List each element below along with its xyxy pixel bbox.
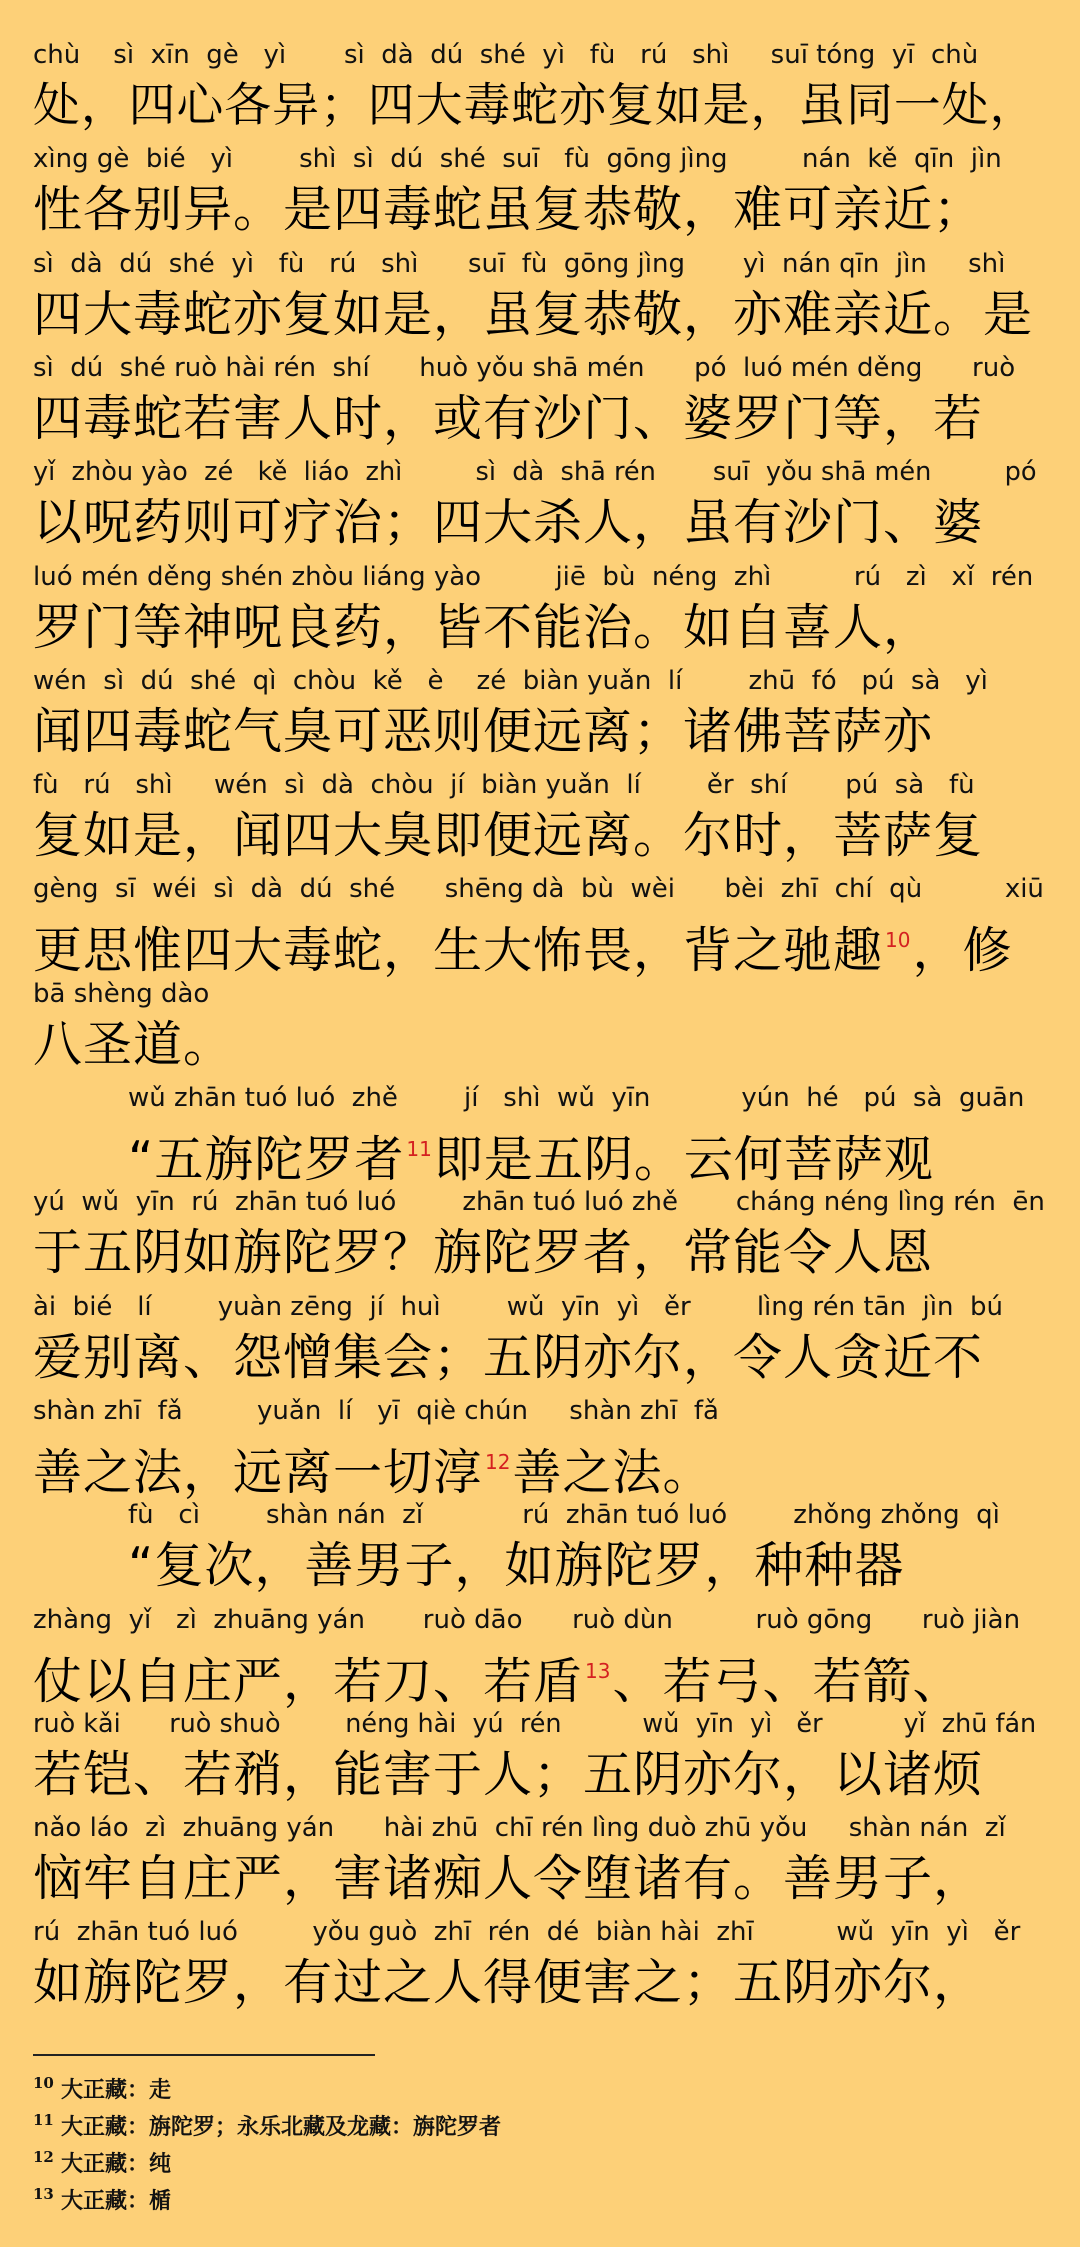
text-line: [33, 1707, 1047, 1811]
hanzi-text: [33, 910, 1047, 981]
pinyin-annotation: nǎo láo zì zhuāng yán hài zhū chī rén lìng duò zhū yǒu shàn nán zǐ: [33, 1813, 1006, 1843]
footnote-number: 11: [33, 2111, 54, 2129]
hanzi-segment: 如旃陀罗，有过之人得便害之；五阴亦尔，: [33, 1954, 984, 2011]
hanzi-segment: 处，四心各异；四大毒蛇亦复如是，虽同一处，: [33, 79, 1038, 133]
hanzi-text: [33, 1641, 1047, 1712]
hanzi-segment: 善之法。: [512, 1444, 713, 1501]
hanzi-segment: 、若弓、若箭、: [612, 1653, 963, 1710]
hanzi-text: [33, 493, 1047, 553]
hanzi-segment: 若铠、若矟，能害于人；五阴亦尔，以诸烦: [33, 1746, 984, 1803]
footnote-text: 大正藏：楯: [61, 2188, 172, 2214]
hanzi-segment: 于五阴如旃陀罗？旃陀罗者，常能令人恩: [33, 1224, 934, 1281]
hanzi-segment: 即是五阴。云何菩萨观: [433, 1131, 934, 1188]
text-line: [33, 1081, 1047, 1188]
pinyin-annotation: yǐ zhòu yào zé kě liáo zhì sì dà shā rén suī yǒu shā mén pó: [33, 457, 1037, 487]
hanzi-segment: 八圣道。: [33, 1016, 234, 1073]
text-line: [33, 142, 1047, 246]
footnote-item: [33, 2103, 502, 2140]
footnote-number: 13: [33, 2185, 54, 2203]
hanzi-segment: 以呪药则可疗治；四大杀人，虽有沙门、婆: [33, 494, 984, 551]
pinyin-annotation: wén sì dú shé qì chòu kě è zé biàn yuǎn lí zhū fó pú sà yì: [33, 666, 988, 696]
pinyin-annotation: chù sì xīn gè yì sì dà dú shé yì fù rú shì suī tóng yī chù: [33, 40, 979, 70]
hanzi-text: [33, 1849, 1047, 1909]
text-line: [33, 1290, 1047, 1394]
pinyin-annotation: ài bié lí yuàn zēng jí huì wǔ yīn yì ěr lìng rén tān jìn bú: [33, 1292, 1003, 1322]
hanzi-text: [128, 1536, 1047, 1596]
footnote-reference[interactable]: 13: [585, 1659, 611, 1683]
footnote-text: 大正藏：纯: [61, 2151, 172, 2177]
hanzi-text: [33, 285, 1047, 345]
hanzi-segment: “复次，善男子，如旃陀罗，种种器: [128, 1537, 905, 1594]
pinyin-annotation: luó mén děng shén zhòu liáng yào jiē bù néng zhì rú zì xǐ rén: [33, 562, 1034, 592]
hanzi-text: [33, 1745, 1047, 1805]
pinyin-annotation: xìng gè bié yì shì sì dú shé suī fù gōng jìng nán kě qīn jìn: [33, 144, 1002, 174]
hanzi-text: [33, 1223, 1047, 1283]
footnote-reference[interactable]: 11: [406, 1137, 432, 1161]
hanzi-segment: 闻四毒蛇气臭可恶则便远离；诸佛菩萨亦: [33, 703, 934, 760]
hanzi-text: [33, 180, 1047, 240]
pinyin-annotation: rú zhān tuó luó yǒu guò zhī rén dé biàn hài zhī wǔ yīn yì ěr: [33, 1917, 1021, 1947]
footnote-item: [33, 2140, 172, 2177]
hanzi-segment: 四大毒蛇亦复如是，虽复恭敬，亦难亲近。是: [33, 286, 1034, 343]
footnote-reference[interactable]: 10: [885, 928, 911, 952]
pinyin-annotation: fù cì shàn nán zǐ rú zhān tuó luó zhǒng zhǒng qì: [128, 1500, 1000, 1530]
hanzi-segment: 爱别离、怨憎集会；五阴亦尔，令人贪近不: [33, 1329, 984, 1386]
hanzi-segment: 性各别异。是四毒蛇虽复恭敬，难可亲近；: [33, 181, 984, 238]
hanzi-text: [33, 806, 1047, 866]
text-line: [33, 1185, 1047, 1289]
text-line: [33, 1498, 1047, 1602]
pinyin-annotation: yú wǔ yīn rú zhān tuó luó zhān tuó luó zhě cháng néng lìng rén ēn: [33, 1187, 1045, 1217]
pinyin-annotation: wǔ zhān tuó luó zhě jí shì wǔ yīn yún hé pú sà guān: [128, 1083, 1025, 1113]
text-line: [33, 1394, 1047, 1501]
pinyin-annotation: bā shèng dào: [33, 979, 210, 1009]
text-line: [33, 872, 1047, 979]
hanzi-text: [33, 598, 1047, 658]
footnote-number: 12: [33, 2148, 54, 2166]
footnote-text: 大正藏：走: [61, 2077, 172, 2103]
hanzi-text: [33, 1015, 1047, 1075]
hanzi-segment: 恼牢自庄严，害诸痴人令堕诸有。善男子，: [33, 1850, 984, 1907]
pinyin-annotation: gèng sī wéi sì dà dú shé shēng dà bù wèi bèi zhī chí qù xiū: [33, 874, 1044, 904]
pinyin-annotation: shàn zhī fǎ yuǎn lí yī qiè chún shàn zhī fǎ: [33, 1396, 719, 1426]
hanzi-text: [33, 76, 1047, 136]
hanzi-segment: 罗门等神呪良药，皆不能治。如自喜人，: [33, 599, 934, 656]
footnote-text: 大正藏：旃陀罗；永乐北藏及龙藏：旃陀罗者: [61, 2114, 502, 2140]
hanzi-text: [33, 702, 1047, 762]
hanzi-segment: 仗以自庄严，若刀、若盾: [33, 1653, 584, 1710]
hanzi-segment: 四毒蛇若害人时，或有沙门、婆罗门等，若: [33, 390, 984, 447]
pinyin-annotation: ruò kǎi ruò shuò néng hài yú rén wǔ yīn yì ěr yǐ zhū fán: [33, 1709, 1037, 1739]
text-line: [33, 664, 1047, 768]
text-line: [33, 1603, 1047, 1710]
pinyin-annotation: sì dà dú shé yì fù rú shì suī fù gōng jìng yì nán qīn jìn shì: [33, 249, 1006, 279]
footnote-reference[interactable]: 12: [485, 1450, 511, 1474]
hanzi-segment: 更思惟四大毒蛇，生大怖畏，背之驰趣: [33, 922, 884, 979]
pinyin-annotation: sì dú shé ruò hài rén shí huò yǒu shā mén pó luó mén děng ruò: [33, 353, 1016, 383]
pinyin-annotation: zhàng yǐ zì zhuāng yán ruò dāo ruò dùn ruò gōng ruò jiàn: [33, 1605, 1021, 1635]
hanzi-segment: 复如是，闻四大臭即便远离。尔时，菩萨复: [33, 807, 984, 864]
hanzi-segment: “五旃陀罗者: [128, 1131, 405, 1188]
pinyin-annotation: fù rú shì wén sì dà chòu jí biàn yuǎn lí ěr shí pú sà fù: [33, 770, 975, 800]
hanzi-text: [33, 1328, 1047, 1388]
footnote-item: [33, 2066, 172, 2103]
text-line: [33, 1915, 1047, 2019]
text-line: [33, 768, 1047, 872]
footnote-divider: [33, 2054, 375, 2056]
hanzi-text: [33, 389, 1047, 449]
hanzi-text: [33, 1953, 1047, 2013]
hanzi-text: [33, 1432, 1047, 1503]
hanzi-text: [128, 1119, 1047, 1190]
text-line: [33, 38, 1047, 142]
text-line: [33, 1811, 1047, 1915]
hanzi-segment: 善之法，远离一切淳: [33, 1444, 484, 1501]
text-line: [33, 455, 1047, 559]
text-line: [33, 351, 1047, 455]
footnote-number: 10: [33, 2074, 54, 2092]
text-line: [33, 247, 1047, 351]
text-line: [33, 977, 1047, 1081]
hanzi-segment: ，修: [912, 922, 1013, 979]
text-line: [33, 560, 1047, 664]
footnote-item: [33, 2177, 172, 2214]
